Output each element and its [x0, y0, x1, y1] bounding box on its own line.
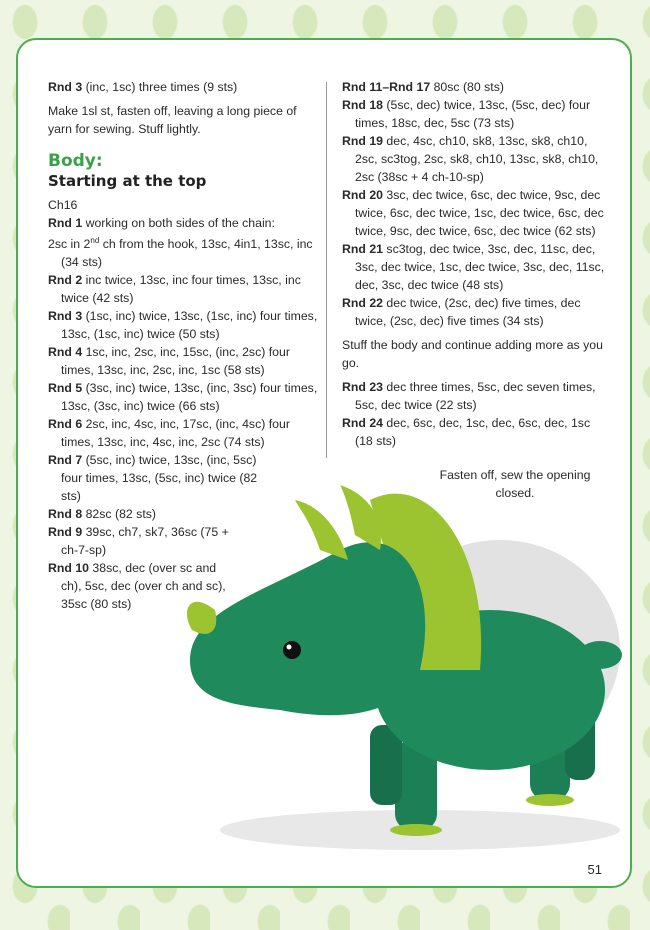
foot-trim-front: [390, 824, 442, 836]
round-24: Rnd 24 dec, 6sc, dec, 1sc, dec, 6sc, dec, 1sc (18 sts): [342, 416, 591, 448]
round-19: Rnd 19 dec, 4sc, ch10, sk8, 13sc, sk8, ch10, 2sc, sc3tog, 2sc, sk8, ch10, 13sc, sk8, ch10, 2sc (38sc + 4 ch-10-sp): [342, 134, 599, 184]
fasten-note: Fasten off, sew the opening closed.: [439, 468, 591, 500]
round-1-continued: 2sc in 2nd ch from the hook, 13sc, 4in1, 13sc, inc (34 sts): [48, 236, 313, 270]
section-title-body: Body:: [48, 151, 103, 171]
page-number: 51: [587, 862, 602, 877]
round-2: Rnd 2 inc twice, 13sc, inc four times, 13sc, inc twice (42 sts): [48, 273, 301, 306]
toy-eye: [283, 641, 301, 659]
right-column: [342, 78, 607, 450]
round-1: Rnd 1 working on both sides of the chain:: [48, 216, 275, 230]
round-5: Rnd 5 (3sc, inc) twice, 13sc, (inc, 3sc) four times, 13sc, (3sc, inc) twice (66 sts): [48, 381, 318, 414]
nose-horn: [187, 602, 216, 634]
round-4: Rnd 4 1sc, inc, 2sc, inc, 15sc, (inc, 2sc) four times, 13sc, inc, 2sc, inc, 1sc (58 sts): [48, 345, 290, 378]
toy-tail: [578, 641, 622, 669]
round-23: Rnd 23 dec three times, 5sc, dec seven times, 5sc, dec twice (22 sts): [342, 380, 596, 412]
stuff-note: Stuff the body and continue adding more as you go.: [342, 338, 603, 370]
intro-round: Rnd 3 (inc, 1sc) three times (9 sts): [48, 80, 238, 94]
toy-head: [190, 542, 425, 715]
brow-horn-right: [340, 485, 381, 550]
round-3: Rnd 3 (1sc, inc) twice, 13sc, (1sc, inc) four times, 13sc, (1sc, inc) twice (50 sts): [48, 309, 318, 342]
triceratops-toy-photo: [170, 470, 630, 870]
round-7: Rnd 7 (5sc, inc) twice, 13sc, (inc, 5sc) four times, 13sc, (5sc, inc) twice (82 sts): [48, 453, 258, 504]
round-22: Rnd 22 dec twice, (2sc, dec) five times, dec twice, (2sc, dec) five times (34 sts): [342, 296, 581, 328]
round-10: Rnd 10 38sc, dec (over sc and ch), 5sc, dec (over ch and sc), 35sc (80 sts): [48, 561, 226, 612]
round-21: Rnd 21 sc3tog, dec twice, 3sc, dec, 11sc, dec, 3sc, dec twice, 1sc, dec twice, 3sc, dec, 11sc, dec, 3sc, dec twice (48 sts): [342, 242, 605, 292]
chain-line: Ch16: [48, 198, 78, 212]
round-9: Rnd 9 39sc, ch7, sk7, 36sc (75 + ch-7-sp): [48, 525, 229, 558]
round-11-17: Rnd 11–Rnd 17 80sc (80 sts): [342, 80, 504, 94]
foot-trim-back: [526, 794, 574, 806]
round-20: Rnd 20 3sc, dec twice, 6sc, dec twice, 9sc, dec twice, 6sc, dec twice, 1sc, dec twice, 6sc, dec twice, 9sc, dec twice, 6sc, dec twice (62 sts): [342, 188, 604, 238]
round-6: Rnd 6 2sc, inc, 4sc, inc, 17sc, (inc, 4sc) four times, 13sc, inc, 4sc, inc, 2sc (74 sts): [48, 417, 290, 450]
subsection-title: Starting at the top: [48, 172, 207, 190]
make-note: Make 1sl st, fasten off, leaving a long piece of yarn for sewing. Stuff lightly.: [48, 104, 297, 136]
column-divider: [326, 82, 327, 458]
round-8: Rnd 8 82sc (82 sts): [48, 507, 156, 522]
round-18: Rnd 18 (5sc, dec) twice, 13sc, (5sc, dec) four times, 18sc, dec, 5sc (73 sts): [342, 98, 591, 130]
toy-eye-highlight: [287, 645, 292, 650]
brow-horn-left: [295, 500, 348, 560]
